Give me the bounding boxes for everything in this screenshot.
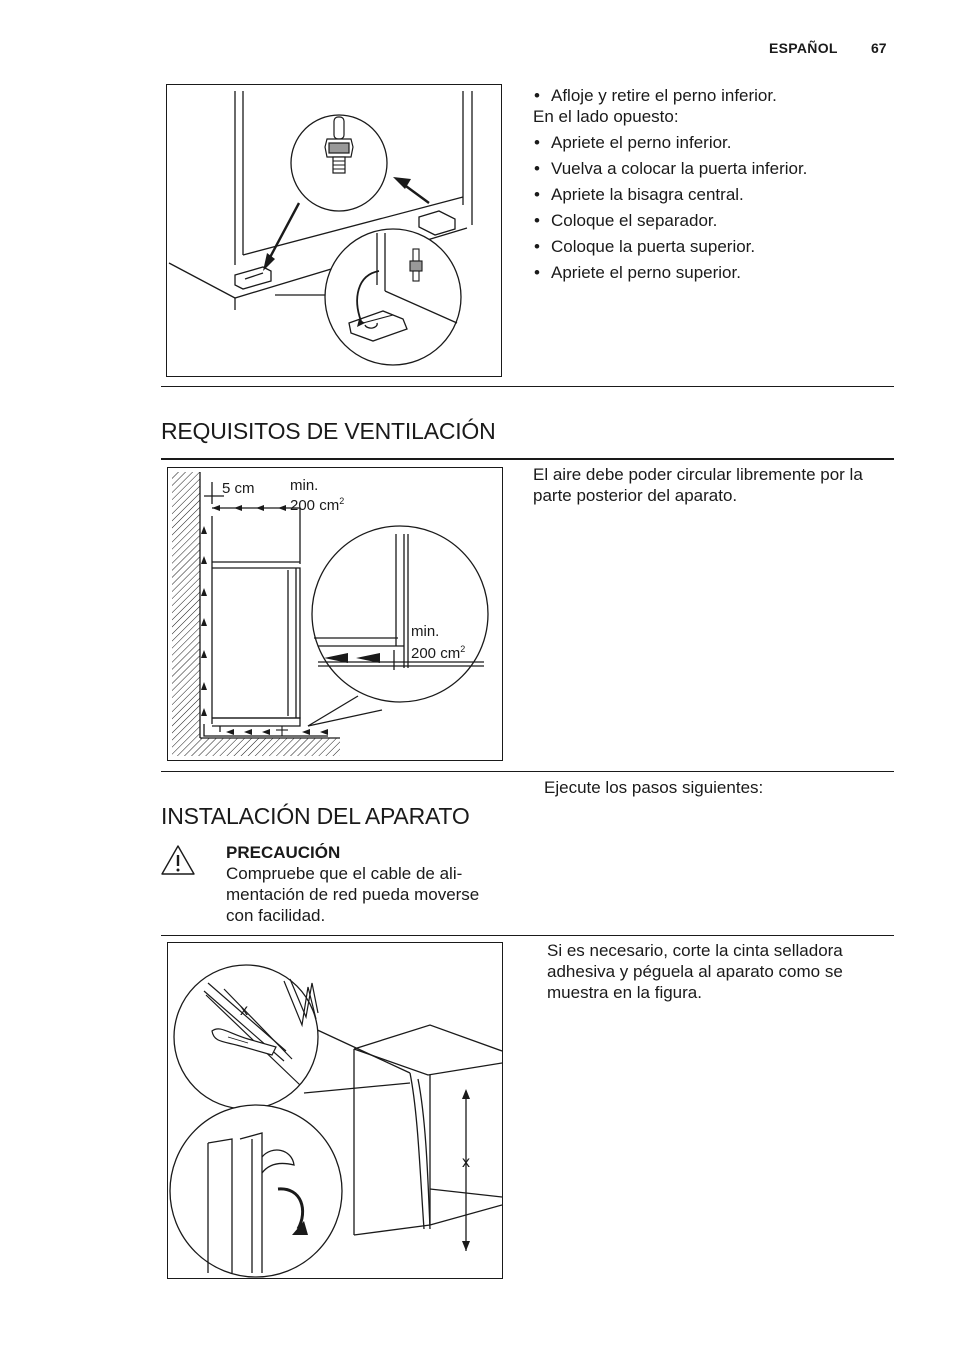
top-area-superscript: 2 (339, 496, 345, 506)
warning-icon (160, 843, 196, 877)
hinge-figure (166, 84, 502, 377)
hinge-steps (533, 85, 913, 288)
caution-line: Compruebe que el cable de ali- (226, 864, 463, 883)
caution-block (226, 842, 516, 926)
list-item: • Coloque la puerta superior. (533, 236, 913, 257)
zoom-area-label (411, 644, 465, 662)
caution-title: PRECAUCIÓN (226, 843, 341, 862)
header-language: ESPAÑOL (769, 40, 838, 56)
top-area-text: 200 cm (290, 497, 340, 514)
list-item: • Apriete la bisagra central. (533, 184, 913, 205)
seal-line: adhesiva y péguela al aparato como se (547, 962, 843, 981)
gap-label: 5 cm (222, 480, 255, 497)
zoom-area-text: 200 cm (411, 645, 461, 662)
seal-text (547, 940, 907, 1003)
x-label-small: x (240, 1002, 248, 1019)
x-label-large: x (462, 1154, 470, 1171)
section-divider (161, 935, 894, 936)
caution-line: con facilidad. (226, 906, 326, 925)
list-item: • Vuelva a colocar la puerta inferior. (533, 158, 913, 179)
opposite-side-label: En el lado opuesto: (533, 107, 679, 126)
installation-title: INSTALACIÓN DEL APARATO (161, 803, 470, 829)
caution-line: mentación de red pueda moverse (226, 885, 480, 904)
list-item: • Coloque el separador. (533, 210, 913, 231)
section-title-rule (161, 458, 894, 460)
section-divider (161, 771, 894, 772)
zoom-min-label: min. (411, 623, 440, 640)
page-number: 67 (871, 40, 887, 56)
seal-line: Si es necesario, corte la cinta selladora (547, 941, 843, 960)
ventilation-text: El aire debe poder circular libremente por la parte posterior del aparato. (533, 465, 863, 505)
section-divider (161, 386, 894, 387)
seal-line: muestra en la figura. (547, 983, 702, 1002)
list-item: • Apriete el perno superior. (533, 262, 913, 283)
seal-figure (167, 942, 503, 1279)
ventilation-figure (167, 467, 503, 761)
ventilation-title: REQUISITOS DE VENTILACIÓN (161, 418, 496, 444)
ventilation-illustration (168, 468, 502, 760)
list-item: • Afloje y retire el perno inferior. (533, 85, 913, 106)
hinge-illustration (167, 85, 501, 376)
list-item: • Apriete el perno inferior. (533, 132, 913, 153)
installation-intro: Ejecute los pasos siguientes: (544, 778, 764, 797)
zoom-area-superscript: 2 (460, 644, 466, 654)
steps-after-list (533, 132, 913, 283)
top-min-label: min. (290, 477, 319, 494)
steps-before-list (533, 85, 913, 106)
top-area-label (290, 496, 344, 514)
seal-illustration (168, 943, 502, 1278)
